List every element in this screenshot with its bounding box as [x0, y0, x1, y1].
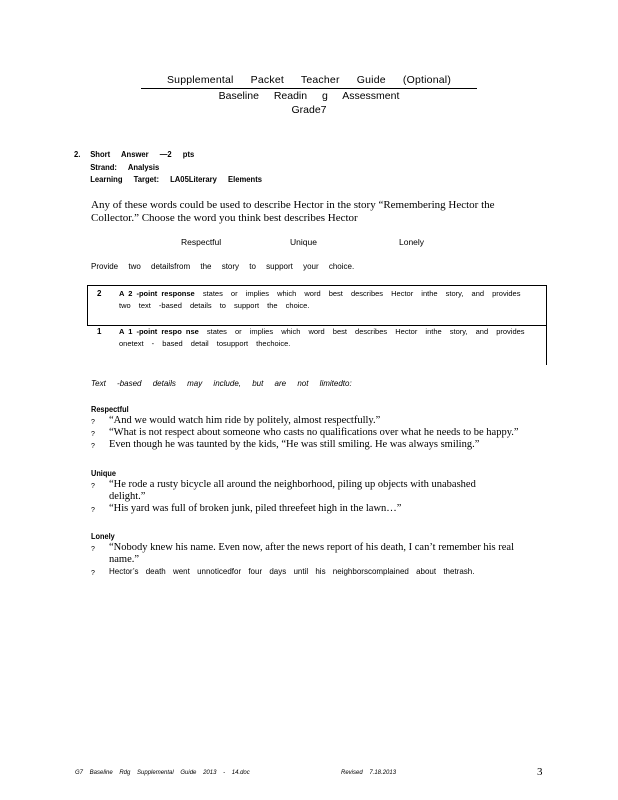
rubric-label: A 2 -point response: [119, 289, 195, 298]
group-title: Respectful: [91, 405, 129, 414]
detail-text: “He rode a rusty bicycle all around the neighborhood, piling up objects with unabashed: [109, 479, 476, 490]
bullet-mark: ?: [91, 483, 95, 490]
provide-instruction: Provide two detailsfrom the story to support your choice.: [91, 262, 355, 271]
detail-text: Even though he was taunted by the kids, “He was still smiling. He was always smiling.”: [109, 439, 480, 450]
question-number: 2.: [74, 149, 81, 159]
list-item: [91, 566, 571, 578]
detail-text: “And we would watch him ride by politely, almost respectfully.”: [109, 415, 381, 426]
question-header: [74, 148, 262, 186]
bullet-mark: ?: [91, 546, 95, 553]
footer-filename: G7 Baseline Rdg Supplemental Guide 2013 - 14.doc: [75, 770, 250, 776]
header-grade: Grade7: [291, 104, 327, 116]
list-item: [91, 479, 571, 503]
header-subtitle: Baseline Readin g Assessment: [218, 90, 400, 102]
text-based-details-heading: Text -based details may include, but are not limitedto:: [91, 379, 352, 388]
detail-text: “Nobody knew his name. Even now, after the news report of his death, I can’t remember his real: [109, 542, 514, 553]
detail-text: “What is not respect about someone who casts no qualifications over what he needs to be happy.”: [109, 427, 519, 438]
detail-text: Hector’s death went unnoticedfor four days until his neighborscomplained about thetrash.: [109, 567, 475, 576]
rubric-text: states or implies which word best describes Hector inthe story, and provides onetext - based detail tosupport thechoice.: [119, 327, 525, 348]
bullet-mark: ?: [91, 419, 95, 426]
details-group-unique: [91, 468, 571, 515]
choice-unique: Unique: [290, 237, 317, 247]
list-item: [91, 415, 571, 427]
list-item: [91, 427, 571, 439]
details-group-lonely: [91, 531, 571, 578]
page-header: [0, 74, 618, 117]
scoring-rubric: [87, 285, 547, 365]
group-title: Lonely: [91, 532, 115, 541]
rubric-right-border: [546, 285, 547, 365]
question-strand: Strand: Analysis: [90, 161, 160, 172]
list-item: [91, 503, 571, 515]
details-group-respectful: [91, 404, 571, 451]
detail-text: “His yard was full of broken junk, piled threefeet high in the lawn…”: [109, 503, 402, 514]
rubric-label: A 1 -point respo nse: [119, 327, 199, 336]
header-title: Supplemental Packet Teacher Guide (Optional): [141, 74, 477, 89]
detail-continuation: delight.”: [109, 491, 146, 502]
bullet-mark: ?: [91, 443, 95, 450]
rubric-left-border: [87, 285, 88, 325]
bullet-mark: ?: [91, 507, 95, 514]
rubric-text: states or implies which word best describes Hector inthe story, and provides two text -based details to support the choice.: [119, 289, 521, 310]
group-title: Unique: [91, 469, 116, 478]
rubric-points: 2: [97, 289, 102, 298]
choice-lonely: Lonely: [399, 237, 425, 247]
detail-continuation: name.”: [109, 554, 140, 565]
question-target: Learning Target: LA05Literary Elements: [90, 174, 263, 184]
bullet-mark: ?: [91, 431, 95, 438]
page-number: 3: [537, 766, 543, 778]
bullet-mark: ?: [91, 570, 95, 577]
list-item: [91, 439, 571, 451]
rubric-description: [119, 326, 539, 350]
question-prompt: Any of these words could be used to describe Hector in the story “Remembering Hector the Collector.” Choose the word you think best describes Hector: [91, 199, 495, 224]
rubric-top-border: [87, 285, 547, 286]
rubric-points: 1: [97, 327, 102, 336]
question-type: Short Answer —2 pts: [90, 149, 195, 159]
list-item: [91, 542, 571, 566]
rubric-description: [119, 288, 539, 312]
footer-revised: Revised 7.18.2013: [341, 770, 397, 776]
choice-respectful: Respectful: [181, 237, 222, 247]
